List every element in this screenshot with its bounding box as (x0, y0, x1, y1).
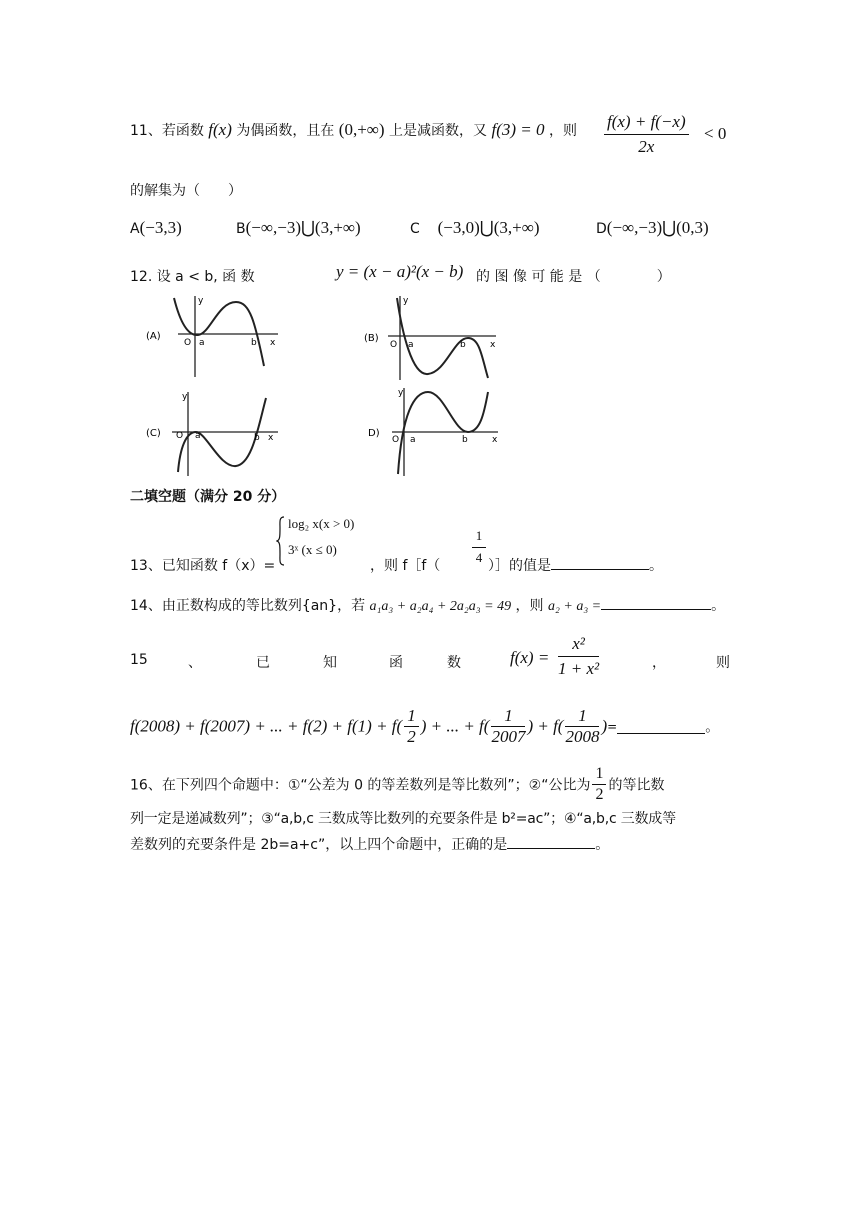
q11-fraction (604, 110, 689, 159)
q14-equation: a₁a₃ + a₂a₄ + 2a₂a₃ = 49 (369, 599, 512, 614)
q11-condition: f(3) = 0 (491, 120, 545, 139)
q15-sum-b: ) + ... + f( (420, 716, 490, 736)
graph-label: (A) (146, 331, 161, 342)
q12-suffix: 的 图 像 可 能 是 （ ） (476, 269, 671, 285)
graph-a: a (199, 338, 205, 348)
q16-text-a: 16、在下列四个命题中：①“公差为 0 的等差数列是等比数列”；②“公比为 (130, 777, 591, 794)
frac-num: 1 (491, 706, 525, 727)
q15-word: 数 (447, 655, 461, 671)
q12-prefix: 12. 设 a < b, 函 数 (130, 269, 255, 285)
frac-den: 2008 (565, 727, 600, 746)
q11-text1: 为偶函数，且在 (236, 123, 335, 139)
q14-prefix: 14、由正数构成的等比数列{an}，若 (130, 598, 366, 614)
q15-eq: = (607, 719, 618, 734)
q13-frac-den: 4 (475, 550, 483, 565)
q13-prefix: 13、已知函数 f（x）= (130, 558, 276, 574)
q12-graph-d[interactable] (364, 384, 514, 476)
graph-y: y (182, 392, 188, 402)
graph-label: (C) (146, 428, 161, 439)
graph-origin: O (176, 431, 184, 441)
q16-text-c: 差数列的充要条件是 2b=a+c”，以上四个命题中，正确的是 (130, 837, 508, 853)
frac-num: 1 (565, 706, 599, 727)
q13-case2: 3ˣ (x ≤ 0) (288, 542, 337, 557)
graph-x: x (268, 433, 274, 443)
frac-den: 2 (407, 727, 416, 746)
graph-label: (B) (364, 333, 379, 344)
graph-b: b (251, 338, 257, 348)
q11-option-b[interactable] (236, 218, 361, 238)
q11-line2: 的解集为（ ） (130, 183, 242, 199)
frac-den: 2 (595, 786, 604, 803)
option-label: C (410, 221, 420, 237)
q14-target: a₂ + a₃ = (548, 599, 602, 614)
q14-line (130, 595, 725, 615)
q15-sum-d: ) (601, 716, 608, 736)
option-value: (−3,3) (139, 218, 182, 237)
option-label: A (130, 221, 140, 237)
q13-suffix-text: ）］的值是 (488, 558, 551, 574)
q11-interval: (0,+∞) (338, 120, 385, 139)
graph-origin: O (390, 340, 398, 350)
q13-frac-num: 1 (472, 525, 486, 548)
graph-a: a (408, 340, 414, 350)
graph-x: x (492, 435, 498, 445)
q15-number: 15 (130, 652, 148, 668)
option-value: (−3,0)⋃(3,+∞) (437, 218, 540, 237)
frac-num: 1 (592, 764, 606, 785)
q11-line1 (130, 120, 577, 140)
q15-word: 知 (323, 655, 337, 671)
option-label: B (236, 221, 246, 237)
q12-graph-b[interactable] (364, 292, 514, 380)
q13-fraction (472, 525, 486, 568)
brace-icon (276, 516, 286, 566)
q16-line1 (130, 764, 664, 805)
q11-frac-num: f(x) + f(−x) (604, 110, 689, 135)
q12-graph-a[interactable] (140, 292, 290, 377)
graph-a: a (195, 431, 201, 441)
graph-b: b (462, 435, 468, 445)
q15-word: 已 (256, 655, 270, 671)
q16-fraction (592, 764, 606, 805)
q11-inequality: < 0 (704, 124, 727, 143)
q16-answer-blank[interactable] (507, 834, 595, 849)
q13-case1: log₂ x(x > 0) (288, 516, 355, 531)
q15-comma: ， (652, 655, 666, 671)
q15-fx: f(x) = (510, 648, 550, 667)
q15-half (404, 706, 419, 747)
q11-text2: 上是减函数，又 (389, 123, 488, 139)
q14-end: 。 (711, 598, 726, 614)
graph-label: D) (368, 428, 380, 439)
graph-x: x (270, 338, 276, 348)
graph-a: a (410, 435, 416, 445)
q13-mid: ，则 f［f（ (370, 558, 441, 574)
graph-origin: O (184, 338, 192, 348)
graph-b: b (460, 340, 466, 350)
q13-suffix (488, 555, 663, 575)
q15-fraction (558, 632, 599, 681)
q12-graph-c[interactable] (140, 388, 290, 476)
q15-frac-2008 (565, 706, 599, 747)
frac-num: 1 (404, 706, 419, 727)
q12-formula: y = (x − a)²(x − b) (336, 262, 464, 281)
q11-frac-den: 2x (638, 137, 655, 156)
q11-fx: f(x) (208, 120, 232, 139)
section-title: 二填空题（满分 20 分） (130, 489, 286, 505)
q13-end: 。 (649, 558, 663, 574)
q15-word: 、 (188, 655, 202, 671)
q15-word: 函 (389, 655, 403, 671)
graph-x: x (490, 340, 496, 350)
q11-text3: ，则 (548, 123, 577, 139)
q13-answer-blank[interactable] (551, 555, 649, 570)
q11-option-c[interactable] (410, 218, 539, 238)
graph-y: y (398, 388, 404, 398)
q15-frac-den: 1 + x² (558, 659, 600, 678)
option-value: (−∞,−3)⋃(3,+∞) (245, 218, 361, 237)
graph-origin: O (392, 435, 400, 445)
option-label: D (596, 221, 607, 237)
q16-line3 (130, 834, 609, 854)
q15-sum (130, 706, 719, 747)
q15-answer-blank[interactable] (617, 719, 705, 734)
q15-then: 则 (716, 655, 730, 671)
q15-sum-c: ) + f( (527, 716, 564, 736)
frac-den: 2007 (491, 727, 526, 746)
graph-y: y (198, 296, 204, 306)
q15-end: 。 (705, 719, 720, 736)
q16-text-b: 的等比数 (608, 777, 665, 794)
option-value: (−∞,−3)⋃(0,3) (606, 218, 709, 237)
graph-b: b (254, 433, 260, 443)
q14-answer-blank[interactable] (601, 595, 711, 610)
q16-line2: 列一定是递减数列”；③“a,b,c 三数成等比数列的充要条件是 b²=ac”；④“a,b,c 三数成等 (130, 811, 676, 827)
q15-sum-a: f(2008) + f(2007) + ... + f(2) + f(1) + f( (130, 716, 403, 736)
q15-frac-2007 (491, 706, 525, 747)
graph-y: y (403, 296, 409, 306)
q11-option-d[interactable] (596, 218, 709, 238)
q14-mid: ，则 (515, 598, 544, 614)
q11-option-a[interactable] (130, 218, 182, 238)
q15-frac-num: x² (558, 632, 599, 657)
q11-prefix: 11、若函数 (130, 123, 204, 139)
q16-end: 。 (595, 837, 610, 853)
